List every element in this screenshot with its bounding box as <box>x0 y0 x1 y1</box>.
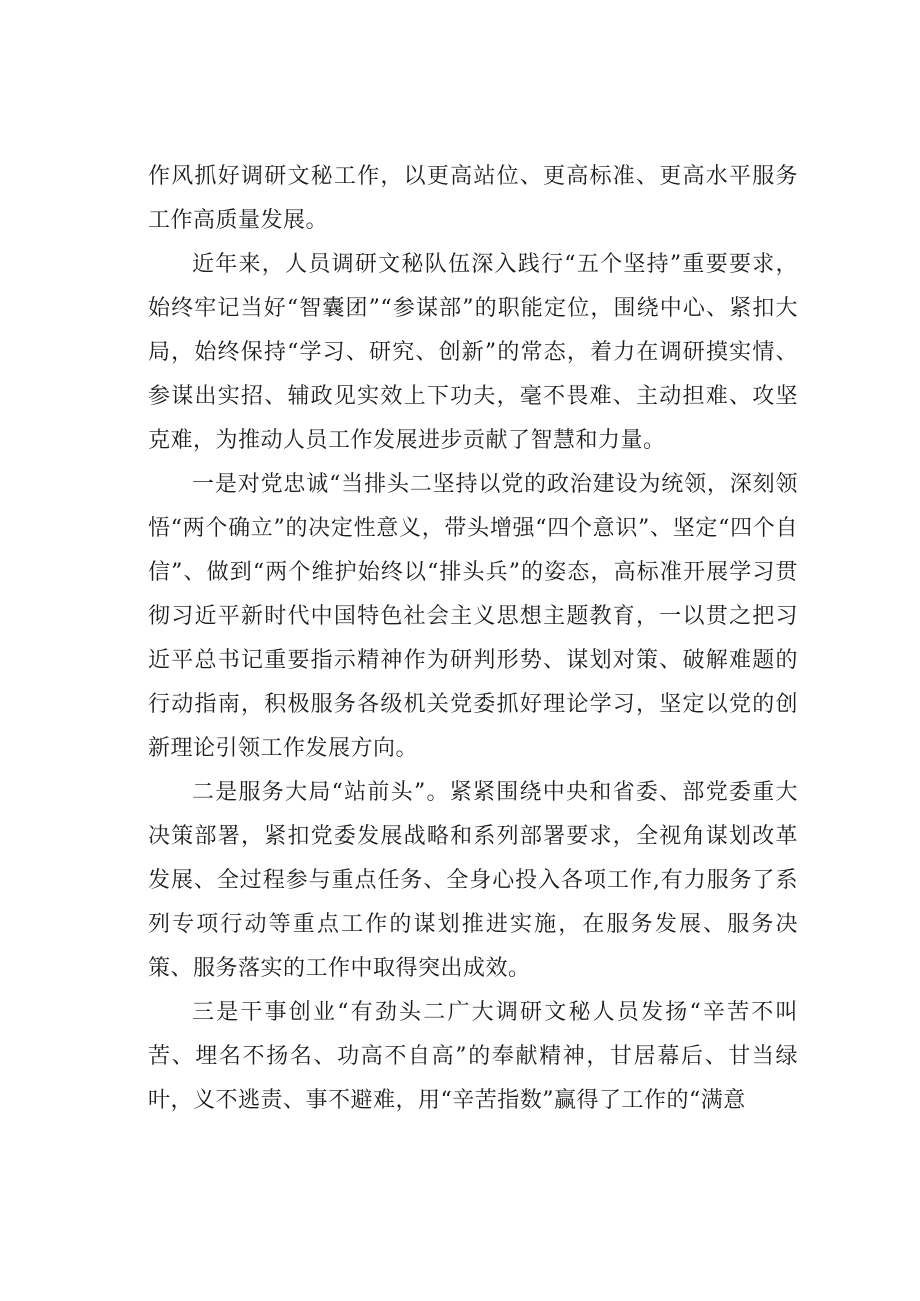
paragraph-point-one: 一是对党忠诚“当排头二坚持以党的政治建设为统领，深刻领悟“两个确立”的决定性意义，带头增强“四个意识”、坚定“四个自信”、做到“两个维护始终以“排头兵”的姿态，高标准开展学习贯彻习近平新时代中国特色社会主义思想主题教育，一以贯之把习近平总书记重要指示精神作为研判形势、谋划对策、破解难题的行动指南，积极服务各级机关党委抓好理论学习，坚定以党的创新理论引领工作发展方向。 <box>148 472 798 761</box>
paragraph-continuation: 作风抓好调研文秘工作，以更高站位、更高标准、更高水平服务工作高质量发展。 <box>148 164 798 233</box>
paragraph-point-two: 二是服务大局“站前头”。紧紧围绕中央和省委、部党委重大决策部署，紧扣党委发展战略和系列部署要求，全视角谋划改革发展、全过程参与重点任务、全身心投入各项工作,有力服务了系列专项行动等重点工作的谋划推进实施，在服务发展、服务决策、服务落实的工作中取得突出成效。 <box>148 780 798 981</box>
document-body <box>148 155 798 1123</box>
paragraph-point-three: 三是干事创业“有劲头二广大调研文秘人员发扬“辛苦不叫苦、埋名不扬名、功高不自高”的奉献精神，甘居幕后、甘当绿叶，义不逃责、事不避难，用“辛苦指数”赢得了工作的“满意 <box>148 1000 798 1113</box>
paragraph-overview: 近年来，人员调研文秘队伍深入践行“五个坚持”重要要求，始终牢记当好“智囊团”“参谋部”的职能定位，围绕中心、紧扣大局，始终保持“学习、研究、创新”的常态，着力在调研摸实情、参谋出实招、辅政见实效上下功夫，毫不畏难、主动担难、攻坚克难，为推动人员工作发展进步贡献了智慧和力量。 <box>148 252 798 453</box>
